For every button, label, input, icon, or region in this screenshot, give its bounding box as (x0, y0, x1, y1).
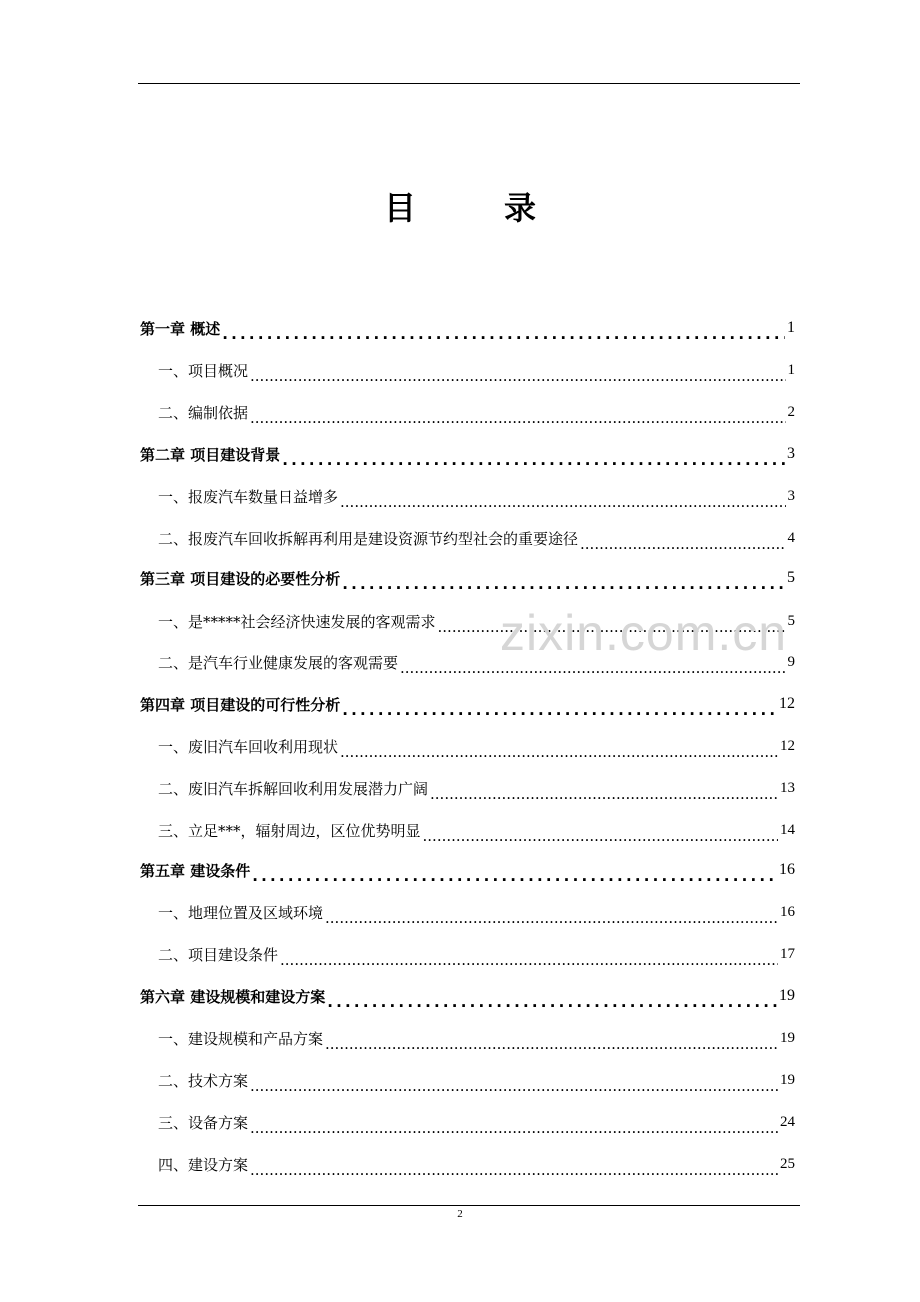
toc-entry-page: 19 (780, 1071, 795, 1088)
toc-leader-dots (250, 406, 785, 432)
toc-entry-page: 17 (780, 945, 795, 962)
toc-entry-page: 3 (787, 445, 795, 462)
toc-section-entry[interactable] (140, 392, 795, 432)
toc-chapter-entry[interactable] (140, 850, 795, 890)
toc-entry-page: 12 (779, 695, 795, 712)
toc-entry-label: 一、地理位置及区域环境 (158, 903, 324, 922)
toc-section-entry[interactable] (140, 768, 795, 808)
toc-entry-label: 二、编制依据 (158, 403, 249, 422)
toc-entry-page: 12 (780, 737, 795, 754)
toc-entry-page: 24 (780, 1113, 795, 1130)
header-rule (138, 83, 800, 84)
toc-section-entry[interactable] (140, 1060, 795, 1100)
toc-section-entry[interactable] (140, 476, 795, 516)
toc-entry-page: 19 (779, 987, 795, 1004)
toc-entry-page: 25 (780, 1155, 795, 1172)
toc-entry-page: 14 (780, 821, 795, 838)
toc-entry-label: 第一章 概述 (140, 319, 221, 338)
footer-rule (138, 1205, 800, 1206)
toc-entry-page: 1 (787, 319, 795, 336)
toc-leader-dots (252, 864, 777, 890)
watermark: zixin.com.cn (500, 605, 788, 661)
toc-section-entry[interactable] (140, 1144, 795, 1184)
toc-chapter-entry[interactable] (140, 308, 795, 348)
toc-entry-page: 16 (780, 903, 795, 920)
toc-section-entry[interactable] (140, 1018, 795, 1058)
title-char-right: 录 (504, 189, 537, 227)
toc-section-entry[interactable] (140, 934, 795, 974)
toc-section-entry[interactable] (140, 726, 795, 766)
toc-leader-dots (340, 490, 785, 516)
toc-entry-label: 第二章 项目建设背景 (140, 445, 281, 464)
toc-leader-dots (325, 906, 778, 932)
toc-entry-page: 9 (787, 653, 795, 670)
toc-leader-dots (250, 1158, 778, 1184)
toc-chapter-entry[interactable] (140, 684, 795, 724)
toc-entry-label: 四、建设方案 (158, 1155, 249, 1174)
toc-leader-dots (222, 322, 785, 348)
page-title (0, 183, 920, 229)
toc-leader-dots (250, 1074, 778, 1100)
toc-section-entry[interactable] (140, 1102, 795, 1142)
toc-entry-page: 5 (787, 569, 795, 586)
toc-entry-label: 第四章 项目建设的可行性分析 (140, 695, 341, 714)
toc-leader-dots (423, 824, 778, 850)
toc-entry-label: 二、技术方案 (158, 1071, 249, 1090)
toc-leader-dots (340, 740, 778, 766)
toc-leader-dots (280, 948, 778, 974)
toc-leader-dots (250, 1116, 778, 1142)
toc-entry-label: 三、设备方案 (158, 1113, 249, 1132)
toc-entry-page: 4 (787, 529, 795, 546)
toc-entry-label: 一、建设规模和产品方案 (158, 1029, 324, 1048)
toc-entry-label: 三、立足***，辐射周边，区位优势明显 (158, 821, 421, 840)
page-number: 2 (457, 1208, 463, 1220)
toc-entry-label: 二、报废汽车回收拆解再利用是建设资源节约型社会的重要途径 (158, 529, 579, 548)
toc-entry-page: 13 (780, 779, 795, 796)
toc-section-entry[interactable] (140, 892, 795, 932)
toc-entry-label: 第五章 建设条件 (140, 861, 251, 880)
title-char-left: 目 (383, 189, 416, 227)
toc-entry-page: 19 (780, 1029, 795, 1046)
toc-section-entry[interactable] (140, 518, 795, 558)
toc-leader-dots (282, 448, 785, 474)
toc-entry-page: 3 (787, 487, 795, 504)
toc-entry-label: 一、项目概况 (158, 361, 249, 380)
toc-leader-dots (325, 1032, 778, 1058)
toc-leader-dots (250, 364, 785, 390)
toc-leader-dots (342, 698, 777, 724)
toc-entry-label: 第三章 项目建设的必要性分析 (140, 569, 341, 588)
toc-leader-dots (327, 990, 777, 1016)
toc-entry-page: 2 (787, 403, 795, 420)
toc-chapter-entry[interactable] (140, 558, 795, 598)
toc-section-entry[interactable] (140, 350, 795, 390)
toc-leader-dots (430, 782, 778, 808)
toc-chapter-entry[interactable] (140, 434, 795, 474)
toc-entry-label: 一、报废汽车数量日益增多 (158, 487, 339, 506)
toc-section-entry[interactable] (140, 810, 795, 850)
toc-leader-dots (580, 532, 785, 558)
toc-entry-label: 二、是汽车行业健康发展的客观需要 (158, 653, 399, 672)
toc-entry-page: 5 (787, 612, 795, 629)
toc-entry-page: 1 (787, 361, 795, 378)
toc-entry-label: 第六章 建设规模和建设方案 (140, 987, 326, 1006)
toc-entry-label: 一、是*****社会经济快速发展的客观需求 (158, 612, 436, 631)
toc-entry-label: 二、废旧汽车拆解回收利用发展潜力广阔 (158, 779, 429, 798)
toc-entry-label: 一、废旧汽车回收利用现状 (158, 737, 339, 756)
toc-entry-page: 16 (779, 861, 795, 878)
toc-leader-dots (342, 572, 785, 598)
toc-entry-label: 二、项目建设条件 (158, 945, 279, 964)
toc-chapter-entry[interactable] (140, 976, 795, 1016)
